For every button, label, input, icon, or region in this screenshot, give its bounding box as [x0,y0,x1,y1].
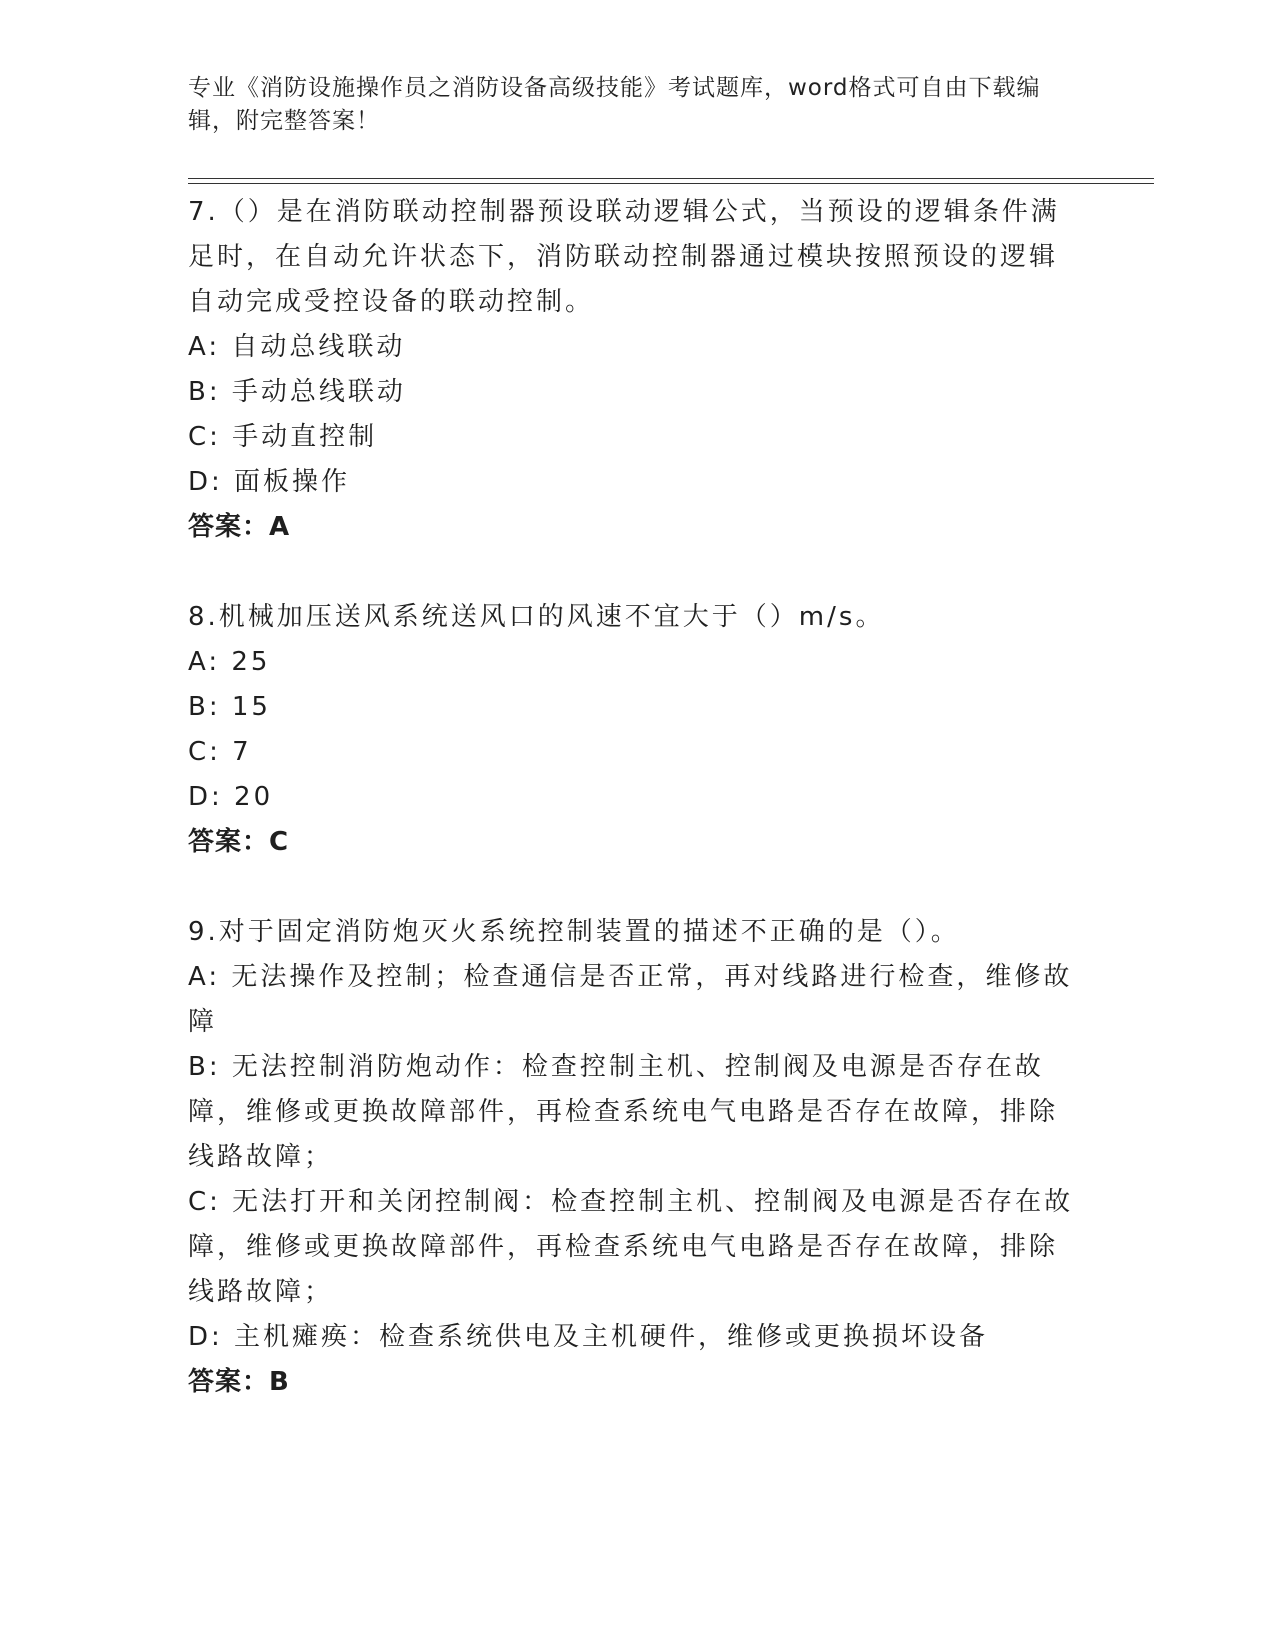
answer-line: 答案：B [188,1367,290,1397]
option-c: C: 7 [188,737,252,767]
question-stem: 7.（）是在消防联动控制器预设联动逻辑公式，当预设的逻辑条件满足时，在自动允许状态下，消防联动控制器通过模块按照预设的逻辑自动完成受控设备的联动控制。 [188,197,1060,317]
question-8 [188,595,1078,865]
answer-line: 答案：A [188,512,291,542]
question-list [188,190,1078,1405]
option-c: C: 无法打开和关闭控制阀：检查控制主机、控制阀及电源是否存在故障，维修或更换故障部件，再检查系统电气电路是否存在故障，排除线路故障； [188,1187,1074,1307]
option-a: A: 自动总线联动 [188,332,406,362]
question-9 [188,910,1078,1405]
option-d: D: 20 [188,782,274,812]
option-b: B: 15 [188,692,271,722]
header-divider-top [188,178,1154,179]
option-d: D: 面板操作 [188,467,351,497]
option-a: A: 25 [188,647,271,677]
question-stem: 8.机械加压送风系统送风口的风速不宜大于（）m/s。 [188,602,885,632]
question-stem: 9.对于固定消防炮灭火系统控制装置的描述不正确的是（）。 [188,917,960,947]
option-b: B: 手动总线联动 [188,377,406,407]
question-7 [188,190,1078,550]
option-c: C: 手动直控制 [188,422,378,452]
option-a: A: 无法操作及控制；检查通信是否正常，再对线路进行检查，维修故障 [188,962,1073,1037]
answer-line: 答案：C [188,827,290,857]
option-b: B: 无法控制消防炮动作：检查控制主机、控制阀及电源是否存在故障，维修或更换故障部件，再检查系统电气电路是否存在故障，排除线路故障； [188,1052,1059,1172]
option-d: D: 主机瘫痪：检查系统供电及主机硬件，维修或更换损坏设备 [188,1322,989,1352]
header-divider-bottom [188,183,1154,184]
document-header: 专业《消防设施操作员之消防设备高级技能》考试题库，word格式可自由下载编辑，附完整答案！ [188,75,1041,134]
